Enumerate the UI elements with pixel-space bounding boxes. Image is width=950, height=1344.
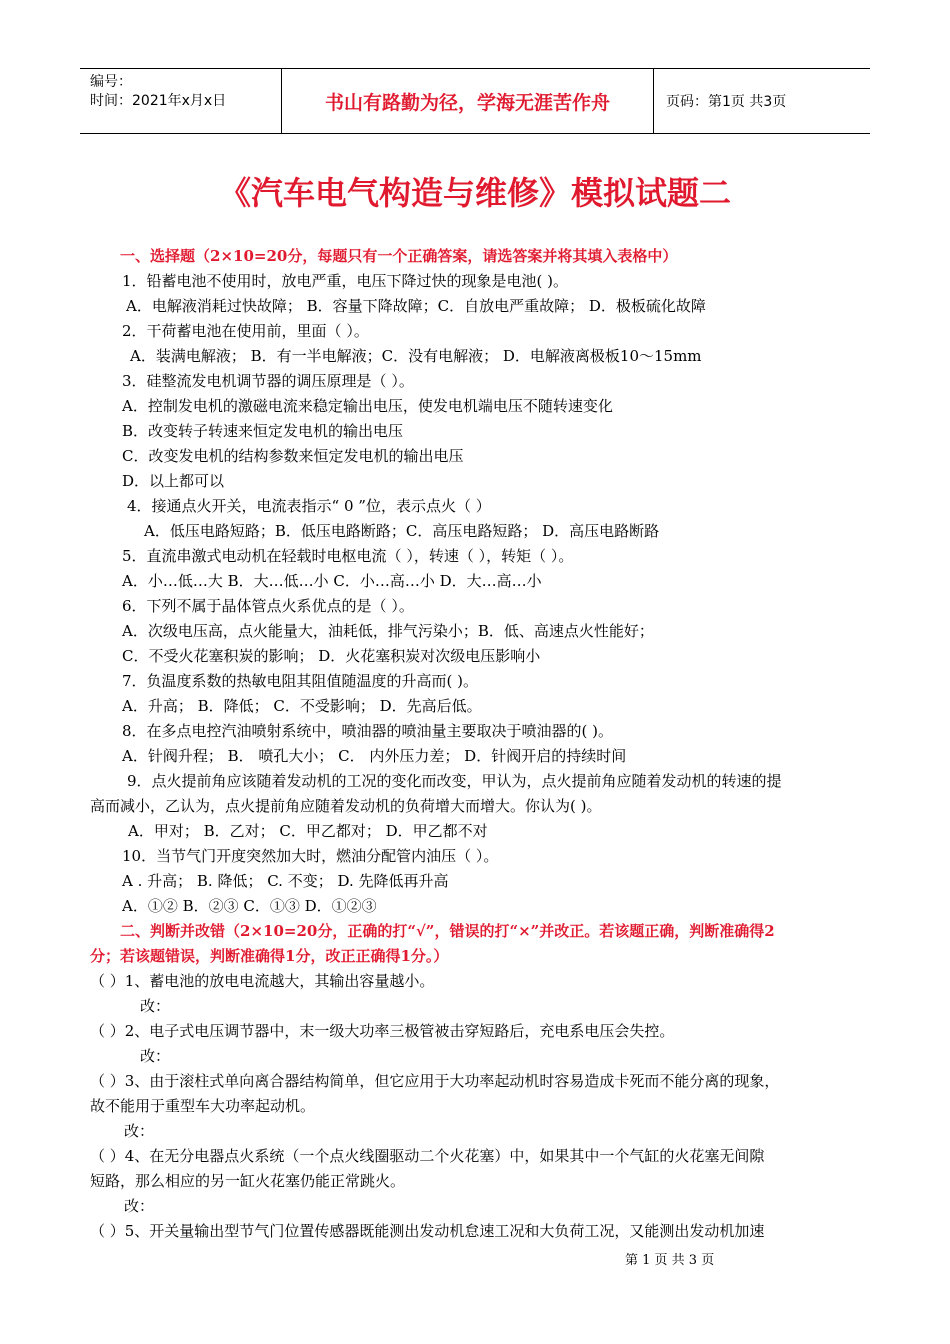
text-line: C．不受火花塞积炭的影响； D．火花塞积炭对次级电压影响小 xyxy=(122,647,541,665)
text-line: 改： xyxy=(124,1197,155,1215)
number-label: 编号： xyxy=(90,74,132,90)
text-line: （ ）5、开关量输出型节气门位置传感器既能测出发动机怠速工况和大负荷工况，又能测出发动机加速 xyxy=(90,1222,765,1240)
page-header xyxy=(80,68,870,134)
text-line: A．电解液消耗过快故障； B．容量下降故障；C．自放电严重故障； D．极板硫化故障 xyxy=(126,297,706,315)
text-line: 5．直流串激式电动机在轻载时电枢电流（ ），转速（ ），转矩（ ）。 xyxy=(122,547,574,565)
text-line: 故不能用于重型车大功率起动机。 xyxy=(90,1097,316,1115)
text-line: 10．当节气门开度突然加大时，燃油分配管内油压（ ）。 xyxy=(122,847,499,865)
text-line: 1．铅蓄电池不使用时，放电严重，电压下降过快的现象是电池( )。 xyxy=(122,272,569,290)
page-footer: 第 1 页 共 3 页 xyxy=(625,1253,715,1268)
text-line: 2．干荷蓄电池在使用前，里面（ ）。 xyxy=(122,322,369,340)
header-page-info: 页码：第1页 共3页 xyxy=(666,94,787,110)
text-line: A．针阀升程； B． 喷孔大小； C． 内外压力差； D．针阀开启的持续时间 xyxy=(122,747,627,765)
text-line: 8．在多点电控汽油喷射系统中，喷油器的喷油量主要取决于喷油器的( )。 xyxy=(122,722,614,740)
document-title: 《汽车电气构造与维修》模拟试题二 xyxy=(218,174,731,212)
text-line: A．①② B．②③ C．①③ D．①②③ xyxy=(122,897,377,915)
text-line: B．改变转子转速来恒定发电机的输出电压 xyxy=(122,422,404,440)
header-left xyxy=(80,69,282,133)
text-line: 改： xyxy=(140,997,171,1015)
text-line: （ ）2、电子式电压调节器中，末一级大功率三极管被击穿短路后，充电系电压会失控。 xyxy=(90,1022,675,1040)
date-label: 时间：2021年x月x日 xyxy=(90,93,227,109)
text-line: C．改变发电机的结构参数来恒定发电机的输出电压 xyxy=(122,447,464,465)
text-line: A . 升高； B. 降低； C. 不变； D. 先降低再升高 xyxy=(122,872,449,890)
text-line: D．以上都可以 xyxy=(122,472,225,490)
text-line: 6．下列不属于晶体管点火系优点的是（ ）。 xyxy=(122,597,414,615)
text-line: A．甲对； B．乙对； C．甲乙都对； D．甲乙都不对 xyxy=(128,822,488,840)
text-line: 3．硅整流发电机调节器的调压原理是（ ）。 xyxy=(122,372,414,390)
header-motto: 书山有路勤为径，学海无涯苦作舟 xyxy=(282,69,654,133)
text-line: 改： xyxy=(140,1047,171,1065)
text-line: 4．接通点火开关，电流表指示“ 0 ”位，表示点火（ ） xyxy=(127,497,491,515)
text-line: 短路，那么相应的另一缸火花塞仍能正常跳火。 xyxy=(90,1172,406,1190)
text-line: 9．点火提前角应该随着发动机的工况的变化而改变，甲认为，点火提前角应随着发动机的转速的提 xyxy=(127,772,782,790)
text-line: A．控制发电机的激磁电流来稳定输出电压，使发电机端电压不随转速变化 xyxy=(122,397,613,415)
text-line: A．次级电压高，点火能量大，油耗低，排气污染小；B．低、高速点火性能好； xyxy=(122,622,654,640)
text-line: A．小…低…大 B．大…低…小 C．小…高…小 D．大…高…小 xyxy=(122,572,542,590)
section-heading: 二、判断并改错（2×10=20分，正确的打“√”，错误的打“×”并改正。若该题正确，判断准确得2 xyxy=(120,922,775,940)
text-line: 改： xyxy=(124,1122,155,1140)
text-line: （ ）1、蓄电池的放电电流越大，其输出容量越小。 xyxy=(90,972,435,990)
section-heading: 一、选择题（2×10=20分，每题只有一个正确答案，请选答案并将其填入表格中） xyxy=(120,247,678,265)
text-line: 7．负温度系数的热敏电阻其阻值随温度的升高而( )。 xyxy=(122,672,479,690)
text-line: A．装满电解液； B．有一半电解液；C．没有电解液； D．电解液离极板10～15mm xyxy=(130,347,702,365)
text-line: A．升高； B．降低； C．不受影响； D．先高后低。 xyxy=(122,697,482,715)
section-heading: 分；若该题错误，判断准确得1分，改正正确得1分。） xyxy=(90,947,449,965)
text-line: 高而减小，乙认为，点火提前角应随着发动机的负荷增大而增大。你认为( )。 xyxy=(90,797,602,815)
text-line: A．低压电路短路；B．低压电路断路；C．高压电路短路； D．高压电路断路 xyxy=(144,522,660,540)
text-line: （ ）3、由于滚柱式单向离合器结构简单，但它应用于大功率起动机时容易造成卡死而不能分离的现象， xyxy=(90,1072,780,1090)
text-line: （ ）4、在无分电器点火系统（一个点火线圈驱动二个火花塞）中，如果其中一个气缸的火花塞无间隙 xyxy=(90,1147,765,1165)
